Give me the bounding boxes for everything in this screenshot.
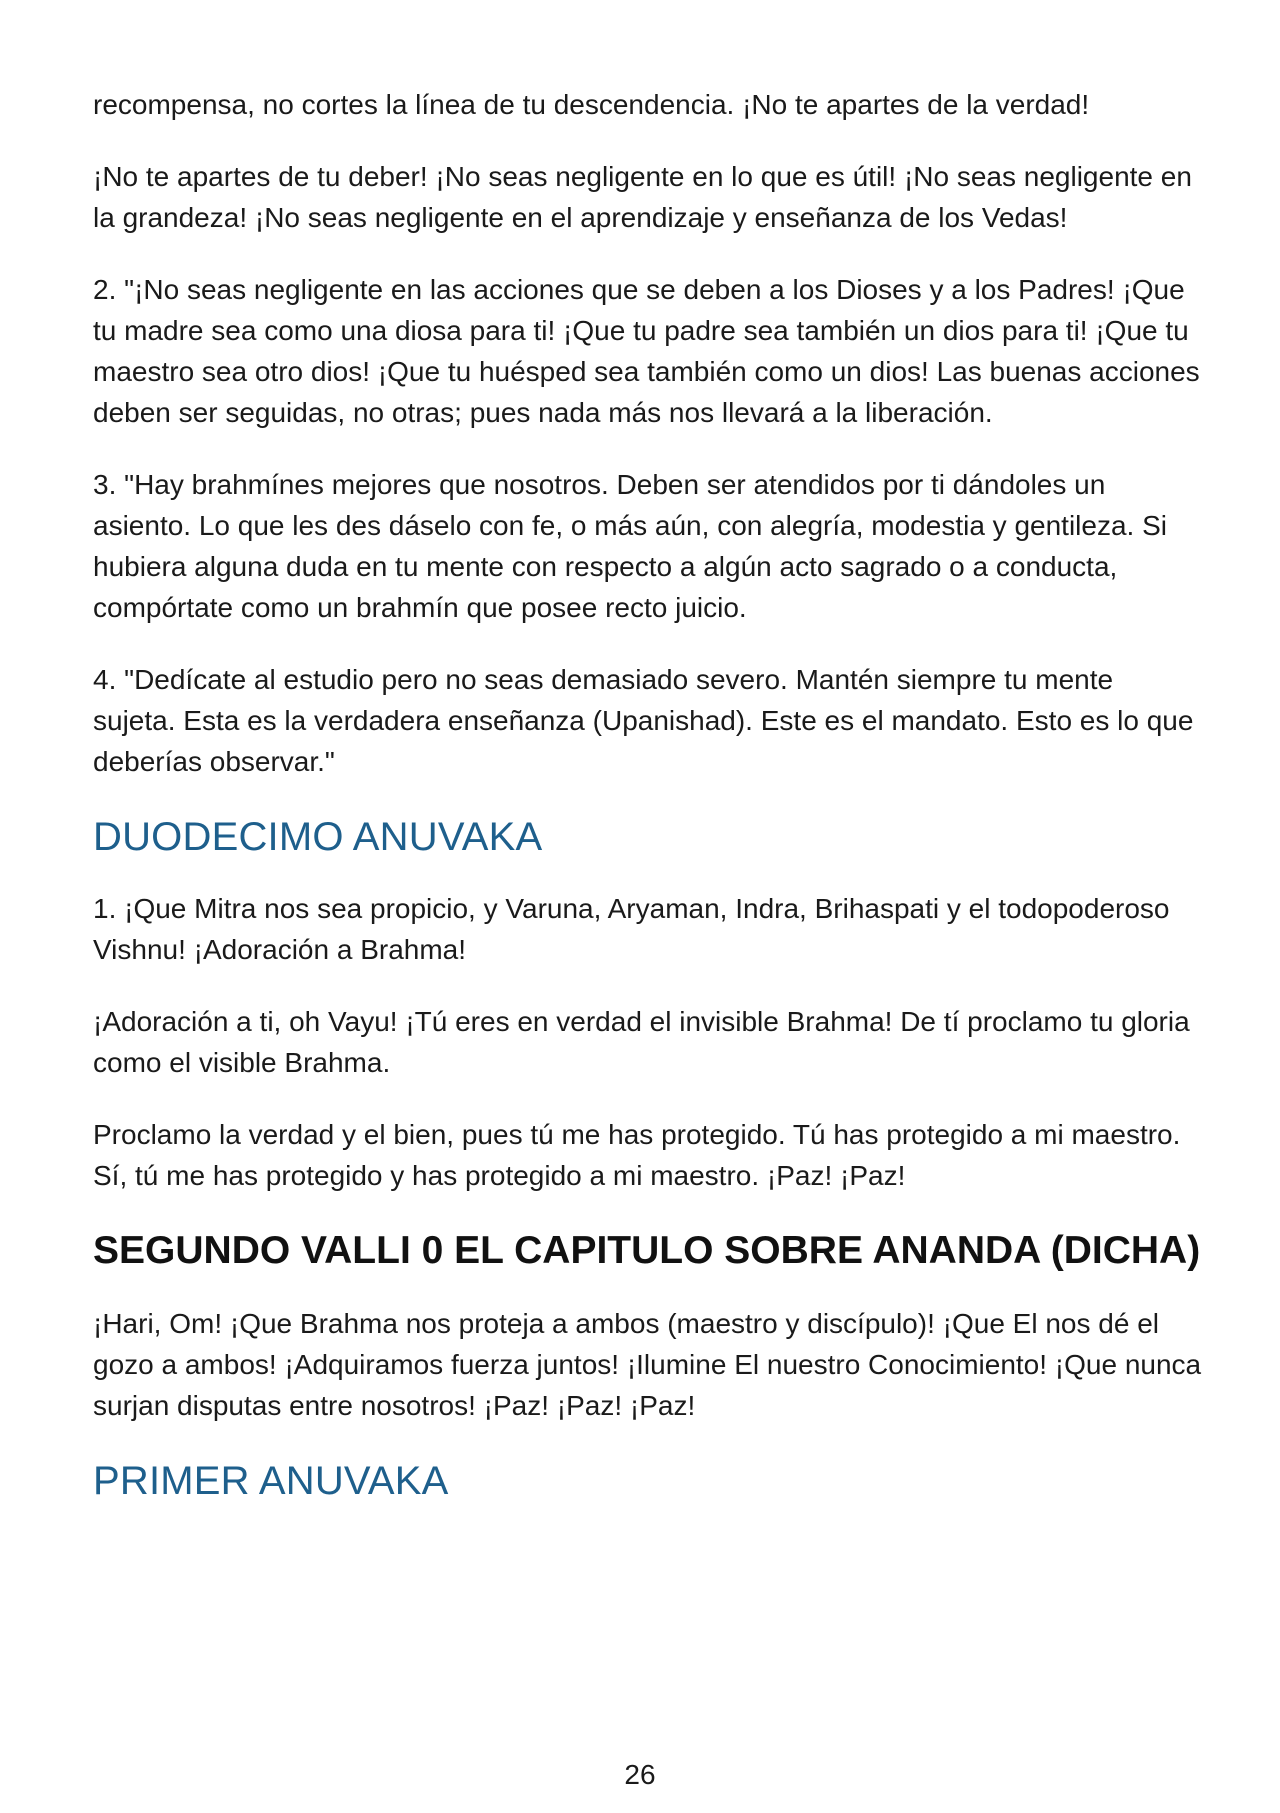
paragraph: ¡Hari, Om! ¡Que Brahma nos proteja a ambos (maestro y discípulo)! ¡Que El nos dé el gozo a ambos! ¡Adquiramos fuerza juntos! ¡Ilumine El nuestro Conocimiento! ¡Que nunca surjan disputas entre nosotros! ¡Paz! ¡Paz! ¡Paz! [93,1308,1202,1421]
paragraph: ¡Adoración a ti, oh Vayu! ¡Tú eres en verdad el invisible Brahma! De tí proclamo tu gloria como el visible Brahma. [93,1006,1190,1078]
section-heading-duodecimo-anuvaka: DUODECIMO ANUVAKA [93,815,543,859]
paragraph: 4. "Dedícate al estudio pero no seas demasiado severo. Mantén siempre tu mente sujeta. Esta es la verdadera enseñanza (Upanishad). Este es el mandato. Esto es lo que deberías observar." [93,664,1194,777]
document-page [93,84,1203,1532]
section-heading-primer-anuvaka: PRIMER ANUVAKA [93,1459,449,1503]
paragraph: ¡No te apartes de tu deber! ¡No seas negligente en lo que es útil! ¡No seas negligente en la grandeza! ¡No seas negligente en el aprendizaje y enseñanza de los Vedas! [93,161,1192,233]
paragraph: 3. "Hay brahmínes mejores que nosotros. Deben ser atendidos por ti dándoles un asiento. Lo que les des dáselo con fe, o más aún, con alegría, modestia y gentileza. Si hubiera alguna duda en tu mente con respecto a algún acto sagrado o a conducta, compórtate como un brahmín que posee recto juicio. [93,469,1167,623]
paragraph: Proclamo la verdad y el bien, pues tú me has protegido. Tú has protegido a mi maestro. Sí, tú me has protegido y has protegido a mi maestro. ¡Paz! ¡Paz! [93,1119,1181,1191]
chapter-heading-segundo-valli: SEGUNDO VALLI 0 EL CAPITULO SOBRE ANANDA (DICHA) [93,1229,1201,1272]
paragraph: recompensa, no cortes la línea de tu descendencia. ¡No te apartes de la verdad! [93,89,1090,120]
paragraph: 2. "¡No seas negligente en las acciones que se deben a los Dioses y a los Padres! ¡Que tu madre sea como una diosa para ti! ¡Que tu padre sea también un dios para ti! ¡Que tu maestro sea otro dios! ¡Que tu huésped sea también como un dios! Las buenas acciones deben ser seguidas, no otras; pues nada más nos llevará a la liberación. [93,274,1200,428]
paragraph: 1. ¡Que Mitra nos sea propicio, y Varuna, Aryaman, Indra, Brihaspati y el todopoderoso Vishnu! ¡Adoración a Brahma! [93,893,1170,965]
page-number: 26 [624,1759,656,1790]
